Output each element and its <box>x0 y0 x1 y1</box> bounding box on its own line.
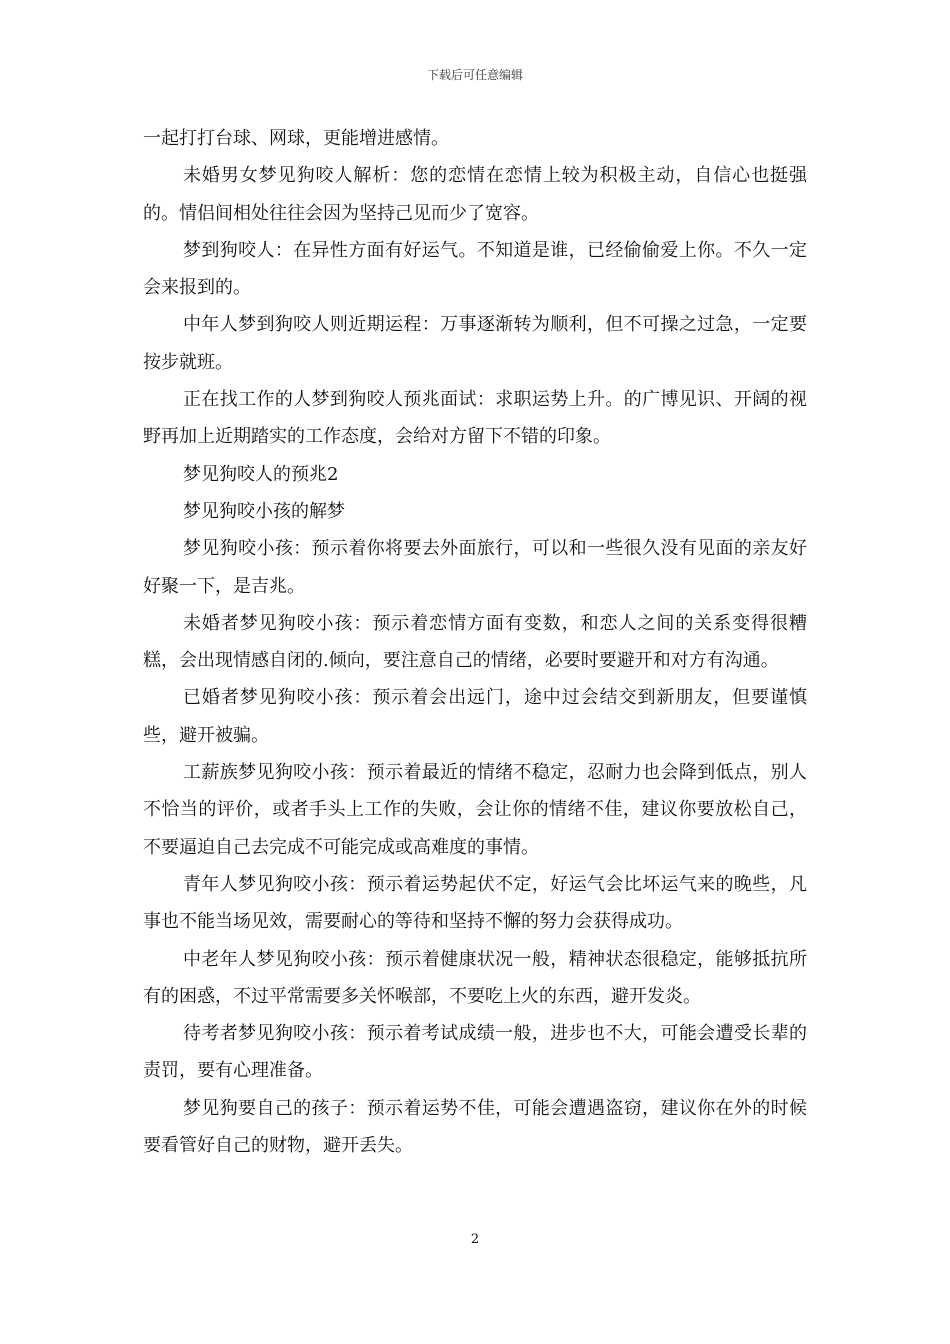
paragraph: 工薪族梦见狗咬小孩：预示着最近的情绪不稳定，忍耐力也会降到低点，别人不恰当的评价，或者手头上工作的失败，会让你的情绪不佳，建议你要放松自己，不要逼迫自己去完成不可能完成或高难度的事情。 <box>143 762 807 858</box>
paragraph: 梦见狗要自己的孩子：预示着运势不佳，可能会遭遇盗窃，建议你在外的时候要看管好自己的财物，避开丢失。 <box>143 1097 807 1157</box>
paragraph: 中年人梦到狗咬人则近期运程：万事逐渐转为顺利，但不可操之过急，一定要按步就班。 <box>143 314 807 373</box>
section-subheading: 梦见狗咬小孩的解梦 <box>183 500 345 522</box>
paragraph: 青年人梦见狗咬小孩：预示着运势起伏不定，好运气会比坏运气来的晚些，凡事也不能当场见效，需要耐心的等待和坚持不懈的努力会获得成功。 <box>143 873 807 933</box>
section-heading: 梦见狗咬人的预兆2 <box>183 463 339 485</box>
paragraph: 未婚男女梦见狗咬人解析：您的恋情在恋情上较为积极主动，自信心也挺强的。情侣间相处往往会因为坚持己见而少了宽容。 <box>143 165 807 224</box>
document-body <box>143 120 807 1164</box>
paragraph: 待考者梦见狗咬小孩：预示着考试成绩一般，进步也不大，可能会遭受长辈的责罚，要有心理准备。 <box>143 1023 807 1082</box>
paragraph: 梦到狗咬人：在异性方面有好运气。不知道是谁，已经偷偷爱上你。不久一定会来报到的。 <box>143 239 807 299</box>
paragraph: 一起打打台球、网球，更能增进感情。 <box>143 128 449 149</box>
paragraph: 梦见狗咬小孩：预示着你将要去外面旅行，可以和一些很久没有见面的亲友好好聚一下，是吉兆。 <box>143 538 807 597</box>
paragraph: 未婚者梦见狗咬小孩：预示着恋情方面有变数，和恋人之间的关系变得很糟糕，会出现情感自闭的.倾向，要注意自己的情绪，必要时要避开和对方有沟通。 <box>143 612 807 672</box>
paragraph: 中老年人梦见狗咬小孩：预示着健康状况一般，精神状态很稳定，能够抵抗所有的困惑，不过平常需要多关怀喉部，不要吃上火的东西，避开发炎。 <box>143 948 807 1007</box>
paragraph: 已婚者梦见狗咬小孩：预示着会出远门，途中过会结交到新朋友，但要谨慎些，避开被骗。 <box>143 687 807 746</box>
page-header: 下载后可任意编辑 <box>426 68 523 82</box>
page-number: 2 <box>470 1232 480 1247</box>
paragraph: 正在找工作的人梦到狗咬人预兆面试：求职运势上升。的广博见识、开阔的视野再加上近期踏实的工作态度，会给对方留下不错的印象。 <box>143 389 807 448</box>
